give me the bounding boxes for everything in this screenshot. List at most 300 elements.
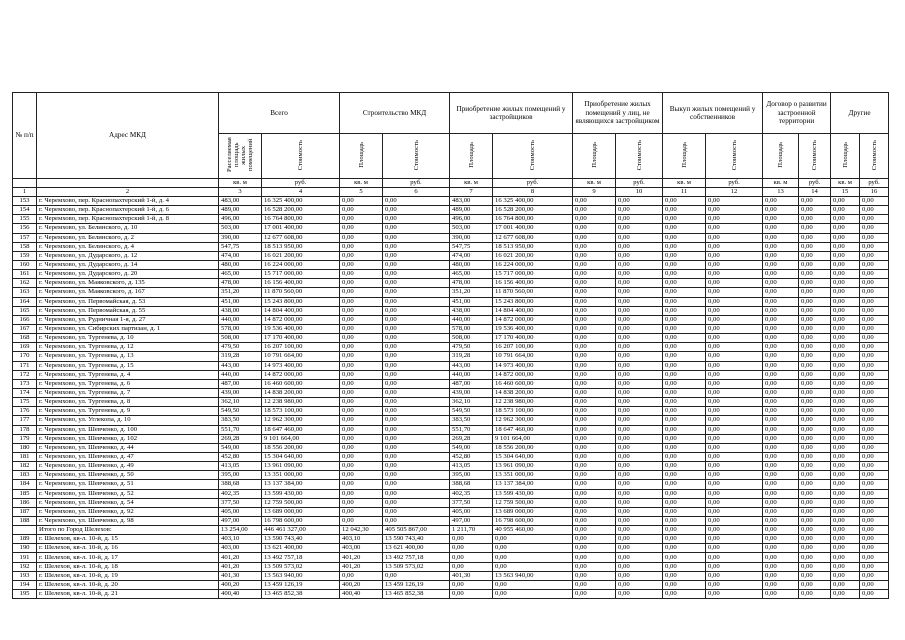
area-value-cell: 400,20 (219, 580, 262, 589)
cost-value-cell: 16 528 200,00 (493, 206, 573, 215)
area-value-cell: 0,00 (831, 434, 860, 443)
address-cell: г. Черемхово, ул. Тургенева, д. 6 (37, 379, 219, 388)
area-value-cell: 0,00 (340, 215, 383, 224)
area-value-cell: 465,00 (450, 270, 493, 279)
area-value-cell: 547,75 (219, 242, 262, 251)
cost-value-cell: 15 304 640,00 (262, 452, 340, 461)
row-number-cell: 164 (13, 297, 37, 306)
area-value-cell: 0,00 (663, 571, 706, 580)
subheader-area-label: Площадь (777, 142, 785, 168)
area-value-cell: 0,00 (663, 388, 706, 397)
area-value-cell: 0,00 (831, 425, 860, 434)
cost-value-cell: 0,00 (799, 388, 831, 397)
area-value-cell: 0,00 (763, 206, 799, 215)
cost-value-cell: 0,00 (799, 297, 831, 306)
area-value-cell: 0,00 (573, 416, 616, 425)
cost-value-cell: 18 647 460,00 (262, 425, 340, 434)
cost-value-cell: 0,00 (383, 388, 450, 397)
area-value-cell: 0,00 (340, 498, 383, 507)
cost-value-cell: 0,00 (860, 251, 889, 260)
area-value-cell: 0,00 (663, 297, 706, 306)
cost-value-cell: 17 170 400,00 (493, 334, 573, 343)
area-value-cell: 474,00 (450, 251, 493, 260)
cost-value-cell: 16 207 100,00 (493, 343, 573, 352)
area-value-cell: 0,00 (763, 480, 799, 489)
cost-value-cell: 0,00 (799, 361, 831, 370)
cost-value-cell: 0,00 (616, 206, 663, 215)
units-empty-cell (37, 179, 219, 188)
area-value-cell: 0,00 (340, 224, 383, 233)
cost-value-cell: 16 764 800,00 (493, 215, 573, 224)
cost-value-cell: 0,00 (383, 425, 450, 434)
cost-value-cell: 0,00 (493, 553, 573, 562)
cost-value-cell: 0,00 (860, 288, 889, 297)
area-value-cell: 0,00 (763, 388, 799, 397)
cost-value-cell: 0,00 (799, 343, 831, 352)
area-value-cell: 0,00 (763, 270, 799, 279)
row-number-cell: 195 (13, 590, 37, 599)
address-cell: г. Черемхово, ул. Шевченко, д. 92 (37, 507, 219, 516)
area-value-cell: 489,00 (219, 206, 262, 215)
cost-value-cell: 0,00 (616, 553, 663, 562)
area-value-cell: 0,00 (663, 507, 706, 516)
table-row (13, 306, 889, 315)
area-value-cell: 0,00 (663, 471, 706, 480)
area-value-cell: 440,00 (219, 370, 262, 379)
area-value-cell: 400,20 (340, 580, 383, 589)
cost-value-cell: 12 759 500,00 (262, 498, 340, 507)
cost-value-cell: 0,00 (860, 270, 889, 279)
area-value-cell: 0,00 (831, 370, 860, 379)
cost-value-cell: 0,00 (799, 242, 831, 251)
cost-value-cell: 0,00 (799, 370, 831, 379)
cost-value-cell: 0,00 (706, 425, 763, 434)
cost-value-cell: 13 563 940,00 (262, 571, 340, 580)
cost-value-cell: 0,00 (383, 370, 450, 379)
unit-area-cell: кв. м (663, 179, 706, 188)
cost-value-cell: 405 505 867,00 (383, 526, 450, 535)
units-empty-cell (13, 179, 37, 188)
table-row (13, 425, 889, 434)
address-cell: г. Черемхово, ул. Углекопа, д. 10 (37, 416, 219, 425)
cost-value-cell: 0,00 (799, 398, 831, 407)
table-row (13, 535, 889, 544)
area-value-cell: 0,00 (573, 535, 616, 544)
area-value-cell: 0,00 (763, 343, 799, 352)
column-number-cell: 12 (706, 188, 763, 197)
cost-value-cell: 40 955 460,00 (493, 526, 573, 535)
area-value-cell: 0,00 (763, 498, 799, 507)
area-value-cell: 0,00 (663, 498, 706, 507)
subheader-area-label: Площадь (357, 142, 365, 168)
cost-value-cell: 12 238 980,00 (493, 398, 573, 407)
column-number-cell: 5 (340, 188, 383, 197)
area-value-cell: 401,20 (219, 562, 262, 571)
subheader-area-label: Площадь (590, 142, 598, 168)
area-value-cell: 0,00 (763, 288, 799, 297)
table-row (13, 297, 889, 306)
area-value-cell: 549,50 (219, 407, 262, 416)
area-value-cell: 269,28 (219, 434, 262, 443)
area-value-cell: 388,68 (450, 480, 493, 489)
area-value-cell: 0,00 (340, 270, 383, 279)
table-row (13, 270, 889, 279)
cost-value-cell: 0,00 (383, 315, 450, 324)
cost-value-cell: 0,00 (616, 315, 663, 324)
cost-value-cell: 0,00 (616, 197, 663, 206)
area-value-cell: 0,00 (573, 215, 616, 224)
area-value-cell: 0,00 (763, 416, 799, 425)
cost-value-cell: 16 021 200,00 (493, 251, 573, 260)
header-group-buyout: Выкуп жилых помещений у собственников (663, 93, 763, 134)
area-value-cell: 452,80 (219, 452, 262, 461)
row-number-cell: 191 (13, 553, 37, 562)
area-value-cell: 0,00 (831, 197, 860, 206)
cost-value-cell: 19 536 400,00 (262, 324, 340, 333)
area-value-cell: 0,00 (831, 260, 860, 269)
cost-value-cell: 0,00 (383, 379, 450, 388)
cost-value-cell: 0,00 (799, 279, 831, 288)
cost-value-cell: 0,00 (383, 434, 450, 443)
area-value-cell: 0,00 (763, 590, 799, 599)
cost-value-cell: 0,00 (799, 443, 831, 452)
area-value-cell: 0,00 (663, 224, 706, 233)
area-value-cell: 0,00 (831, 562, 860, 571)
unit-area-cell: кв. м (340, 179, 383, 188)
table-row (13, 471, 889, 480)
area-value-cell: 0,00 (831, 516, 860, 525)
area-value-cell: 0,00 (573, 251, 616, 260)
cost-value-cell: 0,00 (860, 480, 889, 489)
cost-value-cell: 13 590 743,40 (262, 535, 340, 544)
address-cell: г. Черемхово, пер. Краснопахтерский 1-й, д. 6 (37, 206, 219, 215)
cost-value-cell: 0,00 (383, 251, 450, 260)
row-number-cell: 186 (13, 498, 37, 507)
cost-value-cell: 0,00 (706, 452, 763, 461)
address-cell: г. Черемхово, ул. Сибирских партизан, д. 1 (37, 324, 219, 333)
table-row (13, 233, 889, 242)
area-value-cell: 0,00 (763, 324, 799, 333)
area-value-cell: 0,00 (573, 407, 616, 416)
area-value-cell: 0,00 (573, 233, 616, 242)
cost-value-cell: 0,00 (860, 315, 889, 324)
subheader-area (663, 134, 706, 179)
cost-value-cell: 0,00 (383, 270, 450, 279)
cost-value-cell: 0,00 (799, 535, 831, 544)
table-row (13, 352, 889, 361)
cost-value-cell: 11 870 560,00 (262, 288, 340, 297)
subheader-cost (262, 134, 340, 179)
area-value-cell: 0,00 (663, 270, 706, 279)
subheader-cost (799, 134, 831, 179)
area-value-cell: 479,50 (219, 343, 262, 352)
address-cell: г. Черемхово, ул. Первомайская, д. 55 (37, 306, 219, 315)
resettlement-table-sheet (12, 92, 889, 599)
cost-value-cell: 0,00 (616, 489, 663, 498)
area-value-cell: 0,00 (663, 315, 706, 324)
subheader-cost-label: Стоимость (811, 139, 819, 171)
area-value-cell: 0,00 (663, 379, 706, 388)
cost-value-cell: 0,00 (706, 516, 763, 525)
cost-value-cell: 0,00 (706, 334, 763, 343)
area-value-cell: 0,00 (573, 553, 616, 562)
unit-cost-cell: руб. (706, 179, 763, 188)
row-number-cell: 178 (13, 425, 37, 434)
area-value-cell: 0,00 (573, 361, 616, 370)
area-value-cell: 0,00 (831, 571, 860, 580)
area-value-cell: 402,35 (219, 489, 262, 498)
cost-value-cell: 0,00 (706, 315, 763, 324)
cost-value-cell: 0,00 (616, 480, 663, 489)
cost-value-cell: 0,00 (616, 270, 663, 279)
area-value-cell: 401,20 (340, 553, 383, 562)
subheader-area-label: Расселяемая площадь жилых помещений (226, 137, 254, 173)
area-value-cell: 351,20 (450, 288, 493, 297)
cost-value-cell: 0,00 (383, 398, 450, 407)
area-value-cell: 0,00 (340, 315, 383, 324)
cost-value-cell: 0,00 (706, 361, 763, 370)
area-value-cell: 0,00 (340, 379, 383, 388)
area-value-cell: 551,70 (450, 425, 493, 434)
area-value-cell: 0,00 (450, 544, 493, 553)
cost-value-cell: 0,00 (860, 407, 889, 416)
area-value-cell: 400,40 (340, 590, 383, 599)
cost-value-cell: 13 465 852,38 (262, 590, 340, 599)
area-value-cell: 0,00 (763, 452, 799, 461)
area-value-cell: 383,50 (450, 416, 493, 425)
row-number-cell: 173 (13, 379, 37, 388)
unit-cost-cell: руб. (860, 179, 889, 188)
cost-value-cell: 18 573 100,00 (493, 407, 573, 416)
unit-cost-cell: руб. (262, 179, 340, 188)
cost-value-cell: 0,00 (860, 535, 889, 544)
address-cell: г. Черемхово, ул. Белинского, д. 10 (37, 224, 219, 233)
area-value-cell: 0,00 (340, 571, 383, 580)
area-value-cell: 483,00 (219, 197, 262, 206)
row-number-cell: 154 (13, 206, 37, 215)
area-value-cell: 0,00 (831, 398, 860, 407)
area-value-cell: 0,00 (831, 480, 860, 489)
unit-area-cell: кв. м (573, 179, 616, 188)
table-row (13, 407, 889, 416)
area-value-cell: 578,00 (450, 324, 493, 333)
cost-value-cell: 0,00 (799, 562, 831, 571)
area-value-cell: 0,00 (763, 526, 799, 535)
cost-value-cell: 0,00 (860, 416, 889, 425)
area-value-cell: 549,00 (450, 443, 493, 452)
header-group-other: Другие (831, 93, 889, 134)
table-row (13, 516, 889, 525)
area-value-cell: 403,00 (340, 544, 383, 553)
cost-value-cell: 13 961 090,00 (262, 462, 340, 471)
area-value-cell: 0,00 (763, 315, 799, 324)
cost-value-cell: 0,00 (860, 370, 889, 379)
area-value-cell: 377,50 (219, 498, 262, 507)
cost-value-cell: 0,00 (616, 242, 663, 251)
area-value-cell: 390,00 (219, 233, 262, 242)
table-row (13, 590, 889, 599)
cost-value-cell: 9 101 664,00 (262, 434, 340, 443)
cost-value-cell: 19 536 400,00 (493, 324, 573, 333)
address-cell: г. Черемхово, ул. Тургенева, д. 13 (37, 352, 219, 361)
unit-area-cell: кв. м (831, 179, 860, 188)
area-value-cell: 547,75 (450, 242, 493, 251)
area-value-cell: 0,00 (831, 526, 860, 535)
cost-value-cell: 16 156 400,00 (262, 279, 340, 288)
area-value-cell: 440,00 (219, 315, 262, 324)
area-value-cell: 440,00 (450, 370, 493, 379)
cost-value-cell: 0,00 (860, 452, 889, 461)
cost-value-cell: 0,00 (706, 233, 763, 242)
cost-value-cell: 12 677 608,00 (262, 233, 340, 242)
area-value-cell: 0,00 (663, 425, 706, 434)
subheader-cost (616, 134, 663, 179)
area-value-cell: 0,00 (450, 553, 493, 562)
address-cell: г. Черемхово, пер. Краснопахтерский 1-й, д. 8 (37, 215, 219, 224)
area-value-cell: 269,28 (450, 434, 493, 443)
area-value-cell: 0,00 (663, 535, 706, 544)
area-value-cell: 0,00 (450, 580, 493, 589)
area-value-cell: 0,00 (663, 489, 706, 498)
area-value-cell: 0,00 (573, 206, 616, 215)
area-value-cell: 0,00 (763, 297, 799, 306)
header-group-purchase-non-developers: Приобретение жилых помещений у лиц, не являющихся застройщиком (573, 93, 663, 134)
address-cell: г. Черемхово, ул. Шевченко, д. 49 (37, 462, 219, 471)
cost-value-cell: 12 238 980,00 (262, 398, 340, 407)
area-value-cell: 0,00 (573, 571, 616, 580)
cost-value-cell: 0,00 (706, 507, 763, 516)
area-value-cell: 0,00 (831, 224, 860, 233)
subheader-area (219, 134, 262, 179)
cost-value-cell: 0,00 (616, 590, 663, 599)
area-value-cell: 438,00 (219, 306, 262, 315)
area-value-cell: 0,00 (831, 279, 860, 288)
area-value-cell: 0,00 (340, 334, 383, 343)
row-number-cell: 168 (13, 334, 37, 343)
cost-value-cell: 0,00 (799, 452, 831, 461)
address-cell: г. Черемхово, ул. Шевченко, д. 44 (37, 443, 219, 452)
area-value-cell: 400,40 (219, 590, 262, 599)
table-row (13, 434, 889, 443)
cost-value-cell: 0,00 (860, 553, 889, 562)
cost-value-cell: 0,00 (383, 489, 450, 498)
cost-value-cell: 446 461 327,00 (262, 526, 340, 535)
row-number-cell: 153 (13, 197, 37, 206)
area-value-cell: 0,00 (763, 489, 799, 498)
area-value-cell: 465,00 (219, 270, 262, 279)
unit-cost-cell: руб. (383, 179, 450, 188)
area-value-cell: 0,00 (663, 590, 706, 599)
cost-value-cell: 17 001 400,00 (262, 224, 340, 233)
area-value-cell: 0,00 (340, 388, 383, 397)
table-row (13, 197, 889, 206)
cost-value-cell: 16 798 600,00 (262, 516, 340, 525)
column-number-cell: 14 (799, 188, 831, 197)
area-value-cell: 0,00 (831, 590, 860, 599)
area-value-cell: 0,00 (340, 507, 383, 516)
area-value-cell: 0,00 (340, 462, 383, 471)
cost-value-cell: 0,00 (706, 242, 763, 251)
cost-value-cell: 18 573 100,00 (262, 407, 340, 416)
cost-value-cell: 0,00 (706, 553, 763, 562)
cost-value-cell: 0,00 (616, 233, 663, 242)
cost-value-cell: 0,00 (383, 215, 450, 224)
cost-value-cell: 0,00 (383, 324, 450, 333)
cost-value-cell: 12 962 300,00 (262, 416, 340, 425)
cost-value-cell: 13 689 000,00 (262, 507, 340, 516)
area-value-cell: 0,00 (763, 535, 799, 544)
area-value-cell: 497,00 (450, 516, 493, 525)
address-cell: г. Черемхово, ул. Тургенева, д. 4 (37, 370, 219, 379)
area-value-cell: 578,00 (219, 324, 262, 333)
row-number-cell: 182 (13, 462, 37, 471)
cost-value-cell: 0,00 (616, 224, 663, 233)
subheader-area (450, 134, 493, 179)
row-number-cell: 185 (13, 489, 37, 498)
address-cell: г. Черемхово, ул. Шевченко, д. 100 (37, 425, 219, 434)
cost-value-cell: 0,00 (383, 242, 450, 251)
area-value-cell: 487,00 (450, 379, 493, 388)
cost-value-cell: 0,00 (799, 553, 831, 562)
cost-value-cell: 0,00 (860, 352, 889, 361)
area-value-cell: 0,00 (573, 452, 616, 461)
area-value-cell: 496,00 (219, 215, 262, 224)
area-value-cell: 1 211,70 (450, 526, 493, 535)
header-num: № п/п (13, 93, 37, 179)
address-cell: г. Черемхово, ул. Дударского, д. 12 (37, 251, 219, 260)
area-value-cell: 0,00 (831, 297, 860, 306)
cost-value-cell: 0,00 (799, 407, 831, 416)
cost-value-cell: 14 872 000,00 (262, 370, 340, 379)
cost-value-cell: 0,00 (799, 462, 831, 471)
row-number-cell: 161 (13, 270, 37, 279)
cost-value-cell: 0,00 (616, 306, 663, 315)
area-value-cell: 0,00 (340, 242, 383, 251)
area-value-cell: 0,00 (763, 224, 799, 233)
area-value-cell: 0,00 (450, 590, 493, 599)
area-value-cell: 0,00 (763, 398, 799, 407)
area-value-cell: 0,00 (831, 489, 860, 498)
address-cell: г. Черемхово, ул. Шевченко, д. 102 (37, 434, 219, 443)
area-value-cell: 0,00 (573, 526, 616, 535)
address-cell: г. Шелехов, кв-л. 10-й, д. 16 (37, 544, 219, 553)
area-value-cell: 0,00 (573, 489, 616, 498)
cost-value-cell: 0,00 (860, 544, 889, 553)
area-value-cell: 0,00 (763, 279, 799, 288)
address-cell: Итого по Город Шелехов: (37, 526, 219, 535)
table-row (13, 452, 889, 461)
table-row (13, 544, 889, 553)
area-value-cell: 0,00 (831, 388, 860, 397)
total-row (13, 526, 889, 535)
cost-value-cell: 18 556 200,00 (493, 443, 573, 452)
cost-value-cell: 0,00 (616, 535, 663, 544)
cost-value-cell: 0,00 (706, 407, 763, 416)
table-row (13, 260, 889, 269)
area-value-cell: 395,00 (219, 471, 262, 480)
area-value-cell: 0,00 (663, 370, 706, 379)
row-number-cell: 184 (13, 480, 37, 489)
area-value-cell: 0,00 (831, 233, 860, 242)
cost-value-cell: 0,00 (860, 571, 889, 580)
cost-value-cell: 0,00 (860, 489, 889, 498)
header-group-purchase-developers: Приобретение жилых помещений у застройщиков (450, 93, 573, 134)
cost-value-cell: 0,00 (383, 352, 450, 361)
area-value-cell: 0,00 (763, 233, 799, 242)
column-number-cell: 11 (663, 188, 706, 197)
column-number-cell: 3 (219, 188, 262, 197)
area-value-cell: 0,00 (573, 462, 616, 471)
